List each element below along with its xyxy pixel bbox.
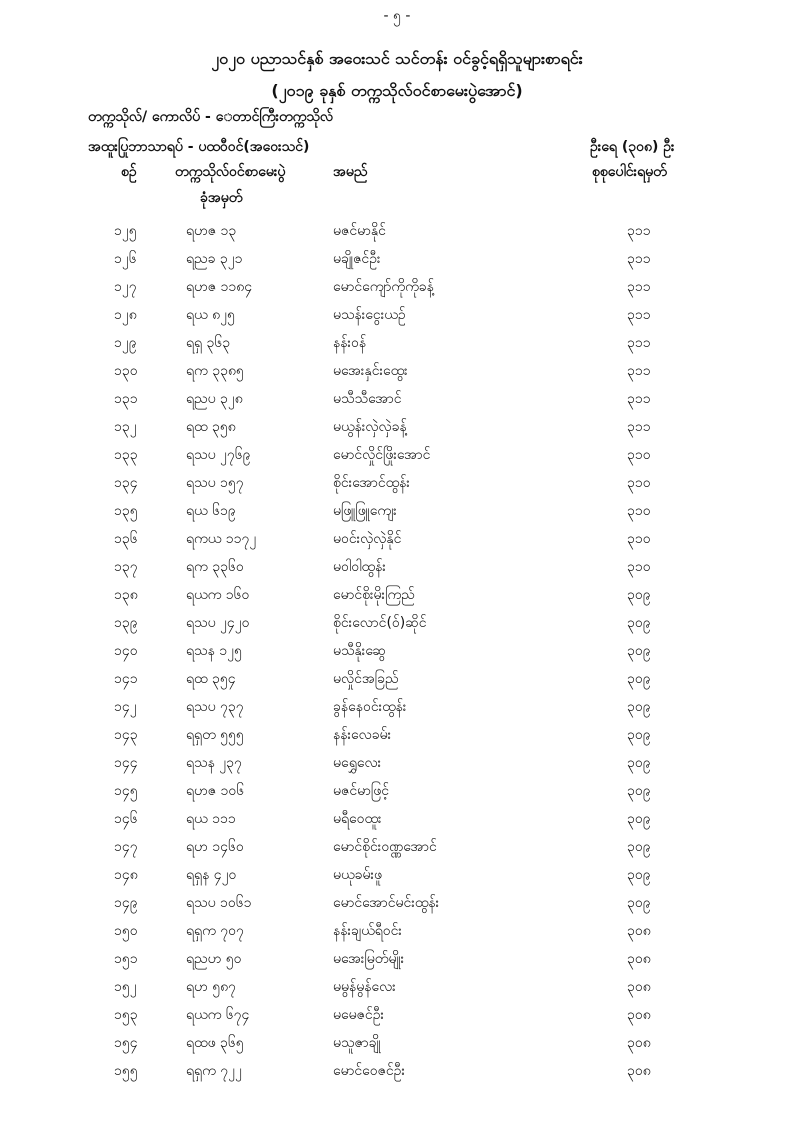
row-number: ၁၄၉: [114, 895, 138, 911]
roll-number: ရရှက ၇၂၂: [186, 1063, 242, 1079]
student-name: မချိုဇင်ဦး: [333, 251, 381, 267]
student-name: မောင်စိုးမိုးကြည်: [333, 587, 415, 603]
table-row: [0, 809, 794, 837]
header-roll-line2: ခုံအမှတ်: [200, 190, 243, 206]
row-number: ၁၅၅: [114, 1063, 138, 1079]
student-name: မရွှေလေး: [333, 755, 382, 771]
table-row: [0, 501, 794, 529]
roll-number: ရယ ၁၁၁: [186, 811, 236, 827]
total-marks: ၃၁၁: [627, 363, 651, 379]
row-number: ၁၃၈: [114, 587, 138, 603]
total-marks: ၃၀၉: [627, 671, 651, 687]
student-name: မအေးနှင်းထွေး: [333, 363, 408, 379]
roll-number: ရကယ ၁၁၇၂: [186, 531, 257, 547]
table-row: [0, 529, 794, 557]
table-row: [0, 865, 794, 893]
roll-number: ရဟဇ ၁၃: [186, 223, 237, 239]
student-name: မရီဝေထူး: [333, 811, 382, 827]
row-number: ၁၅၂: [114, 979, 137, 995]
roll-number: ရယ ၆၁၉: [186, 503, 236, 519]
table-row: [0, 361, 794, 389]
row-number: ၁၅၃: [114, 1007, 138, 1023]
table-row: [0, 417, 794, 445]
student-name: မသန်းငွေးယဉ်: [333, 307, 406, 323]
roll-number: ရရှ ၃၆၃: [186, 335, 231, 351]
total-marks: ၃၀၈: [627, 1035, 651, 1051]
student-name: နန်းချယ်ရီဝင်း: [333, 923, 402, 939]
row-number: ၁၃၄: [114, 475, 138, 491]
student-name: မယုခမ်းဖူ: [333, 867, 383, 883]
table-row: [0, 1061, 794, 1089]
roll-number: ရယ ၈၂၅: [186, 307, 235, 323]
table-row: [0, 977, 794, 1005]
table-row: [0, 473, 794, 501]
row-number: ၁၄၂: [114, 699, 137, 715]
student-name: မမွန်မွန်လေး: [333, 979, 396, 995]
header-name: အမည်: [333, 164, 368, 180]
roll-number: ရထဖ ၃၆၅: [186, 1035, 244, 1051]
total-marks: ၃၁၁: [627, 391, 651, 407]
total-marks: ၃၀၉: [627, 755, 651, 771]
student-name: စိုင်းလောင်(ဝ်)ဆိုင်: [333, 615, 427, 631]
row-number: ၁၅၄: [114, 1035, 138, 1051]
roll-number: ရရှန ၄၂၀: [186, 867, 237, 883]
total-marks: ၃၀၉: [627, 867, 651, 883]
university-label: တက္ကသိုလ်/ ကောလိပ် - ‌ေတာင်ကြီးတက္ကသိုလ်: [88, 109, 334, 125]
student-name: မမေဇင်ဦး: [333, 1007, 385, 1023]
student-name: မောင်လှိုင်ဖြိုးအောင်: [333, 447, 431, 463]
table-row: [0, 445, 794, 473]
roll-number: ရသပ ၂၄၂၀: [186, 615, 250, 631]
total-marks: ၃၀၉: [627, 839, 651, 855]
student-name: မယွန်းလှဲလှဲခန့်: [333, 419, 407, 435]
row-number: ၁၂၈: [114, 307, 137, 323]
table-row: [0, 1033, 794, 1061]
student-name: ခွန်နေဝင်းထွန်း: [333, 699, 407, 715]
student-name: မောင်အောင်မင်းထွန်း: [333, 895, 440, 911]
roll-number: ရရှတ ၅၅၅: [186, 727, 244, 743]
row-number: ၁၃၁: [114, 391, 138, 407]
student-name: မအေးမြတ်မျိုး: [333, 951, 405, 967]
table-row: [0, 753, 794, 781]
roll-number: ရထ ၃၅၈: [186, 419, 236, 435]
total-marks: ၃၀၈: [627, 1007, 651, 1023]
student-name: နန်းဝန်: [333, 335, 367, 351]
row-number: ၁၄၈: [114, 867, 138, 883]
roll-number: ရယက ၁၆၀: [186, 587, 250, 603]
total-marks: ၃၀၉: [627, 699, 651, 715]
table-row: [0, 641, 794, 669]
total-marks: ၃၀၉: [627, 615, 651, 631]
student-name: မောင်ဝေဇင်ဦး: [333, 1063, 405, 1079]
row-number: ၁၂၇: [114, 279, 137, 295]
roll-number: ရယက ၆၇၄: [186, 1007, 250, 1023]
total-marks: ၃၀၉: [627, 727, 651, 743]
page-title: ၂၀၂၀ ပညာသင်နှစ် အဝေးသင် သင်တန်း ဝင်ခွင့်ရရှိသူများစာရင်း: [211, 49, 583, 68]
row-number: ၁၃၉: [114, 615, 138, 631]
roll-number: ရသန ၂၃၇: [186, 755, 242, 771]
roll-number: ရညဟ ၅၀: [186, 951, 242, 967]
total-marks: ၃၀၉: [627, 811, 651, 827]
roll-number: ရထ ၃၅၄: [186, 671, 236, 687]
row-number: ၁၄၇: [114, 839, 138, 855]
row-number: ၁၃၂: [114, 419, 137, 435]
roll-number: ရဟ ၁၄၆၀: [186, 839, 244, 855]
table-row: [0, 781, 794, 809]
table-row: [0, 557, 794, 585]
student-name: နန်းလေခမ်း: [333, 727, 392, 743]
student-name: မဇင်မာဖြင့်: [333, 783, 389, 799]
table-row: [0, 921, 794, 949]
major-label: အထူးပြုဘာသာရပ် - ပထဝီဝင်(အဝေးသင်): [88, 139, 310, 155]
roll-number: ရသန ၁၂၅: [186, 643, 242, 659]
row-number: ၁၄၀: [114, 643, 138, 659]
student-name: မောင်စိုင်းဝဏ္ဏအောင်: [333, 839, 437, 855]
row-number: ၁၃၆: [114, 531, 138, 547]
total-marks: ၃၁၁: [627, 307, 651, 323]
total-marks: ၃၁၀: [627, 531, 651, 547]
student-name: မသူဇာချို: [333, 1035, 381, 1051]
student-name: မဖြူဖြူကျေး: [333, 503, 397, 519]
total-marks: ၃၁၁: [627, 251, 651, 267]
roll-number: ရဟဇ ၁၀၆: [186, 783, 245, 799]
total-marks: ၃၀၉: [627, 783, 651, 799]
total-marks: ၃၁၀: [627, 559, 651, 575]
student-name: မဇင်မာနိုင်: [333, 223, 386, 239]
row-number: ၁၄၃: [114, 727, 138, 743]
roll-number: ရရှက ၇၀၇: [186, 923, 244, 939]
header-roll-line1: တက္ကသိုလ်ဝင်စာမေးပွဲ: [175, 164, 286, 180]
table-row: [0, 725, 794, 753]
roll-number: ရဟ ၅၈၇: [186, 979, 236, 995]
row-number: ၁၃၀: [114, 363, 138, 379]
total-marks: ၃၀၈: [627, 1063, 651, 1079]
header-marks: စုစုပေါင်းရမှတ်: [592, 164, 667, 180]
table-row: [0, 389, 794, 417]
row-number: ၁၄၆: [114, 811, 138, 827]
roll-number: ရညခ ၃၂၁: [186, 251, 243, 267]
student-name: စိုင်းအောင်ထွန်း: [333, 475, 410, 491]
roll-number: ရသပ ၂၇၆၉: [186, 447, 251, 463]
roll-number: ရက ၃၃၆၀: [186, 559, 244, 575]
total-marks: ၃၀၈: [627, 923, 651, 939]
roll-number: ရသပ ၁၀၆၁: [186, 895, 252, 911]
table-row: [0, 1005, 794, 1033]
total-marks: ၃၀၉: [627, 895, 651, 911]
total-marks: ၃၁၁: [627, 279, 651, 295]
table-row: [0, 837, 794, 865]
row-number: ၁၃၅: [114, 503, 138, 519]
row-number: ၁၅၀: [114, 923, 138, 939]
total-marks: ၃၀၉: [627, 643, 651, 659]
total-marks: ၃၁၀: [627, 447, 651, 463]
roll-number: ရသပ ၁၅၇: [186, 475, 244, 491]
roll-number: ရညပ ၃၂၈: [186, 391, 243, 407]
table-row: [0, 893, 794, 921]
row-number: ၁၄၅: [114, 783, 138, 799]
student-name: မောင်ကျော်ကိုကိုခန့်: [333, 279, 434, 295]
row-number: ၁၃၃: [114, 447, 138, 463]
header-no: စဉ်: [121, 164, 137, 180]
table-row: [0, 305, 794, 333]
student-name: မသီသီအောင်: [333, 391, 402, 407]
student-name: မလှိုင်အခြည်: [333, 671, 399, 687]
row-number: ၁၂၅: [114, 223, 137, 239]
row-number: ၁၂၆: [114, 251, 137, 267]
page-subtitle: (၂၀၁၉ ခုနှစ် တက္ကသိုလ်ဝင်စာမေးပွဲအောင်): [271, 81, 523, 100]
student-name: မသီနိုးဆွေ: [333, 643, 386, 659]
roll-number: ရဟဇ ၁၁၈၄: [186, 279, 253, 295]
table-row: [0, 221, 794, 249]
roll-number: ရက ၃၃၈၅: [186, 363, 244, 379]
row-number: ၁၅၁: [114, 951, 138, 967]
row-number: ၁၄၄: [114, 755, 138, 771]
table-row: [0, 949, 794, 977]
student-name: မဝင်းလှဲလှဲနိုင်: [333, 531, 402, 547]
total-marks: ၃၁၀: [627, 503, 651, 519]
total-marks: ၃၁၀: [627, 475, 651, 491]
table-row: [0, 333, 794, 361]
table-row: [0, 697, 794, 725]
student-name: မဝါဝါထွန်း: [333, 559, 386, 575]
total-marks: ၃၁၁: [627, 335, 651, 351]
table-row: [0, 585, 794, 613]
table-row: [0, 613, 794, 641]
row-number: ၁၂၉: [114, 335, 137, 351]
results-table: [0, 221, 794, 1089]
table-row: [0, 669, 794, 697]
total-marks: ၃၁၁: [627, 223, 651, 239]
table-row: [0, 249, 794, 277]
total-count: ဦးရေ (၃၀၈) ဦး: [590, 139, 675, 155]
roll-number: ရသပ ၇၃၇: [186, 699, 244, 715]
page-number: - ၅ -: [383, 8, 411, 24]
total-marks: ၃၀၈: [627, 951, 651, 967]
total-marks: ၃၀၉: [627, 587, 651, 603]
table-row: [0, 277, 794, 305]
row-number: ၁၄၁: [114, 671, 138, 687]
row-number: ၁၃၇: [114, 559, 138, 575]
total-marks: ၃၀၈: [627, 979, 651, 995]
total-marks: ၃၁၁: [627, 419, 651, 435]
